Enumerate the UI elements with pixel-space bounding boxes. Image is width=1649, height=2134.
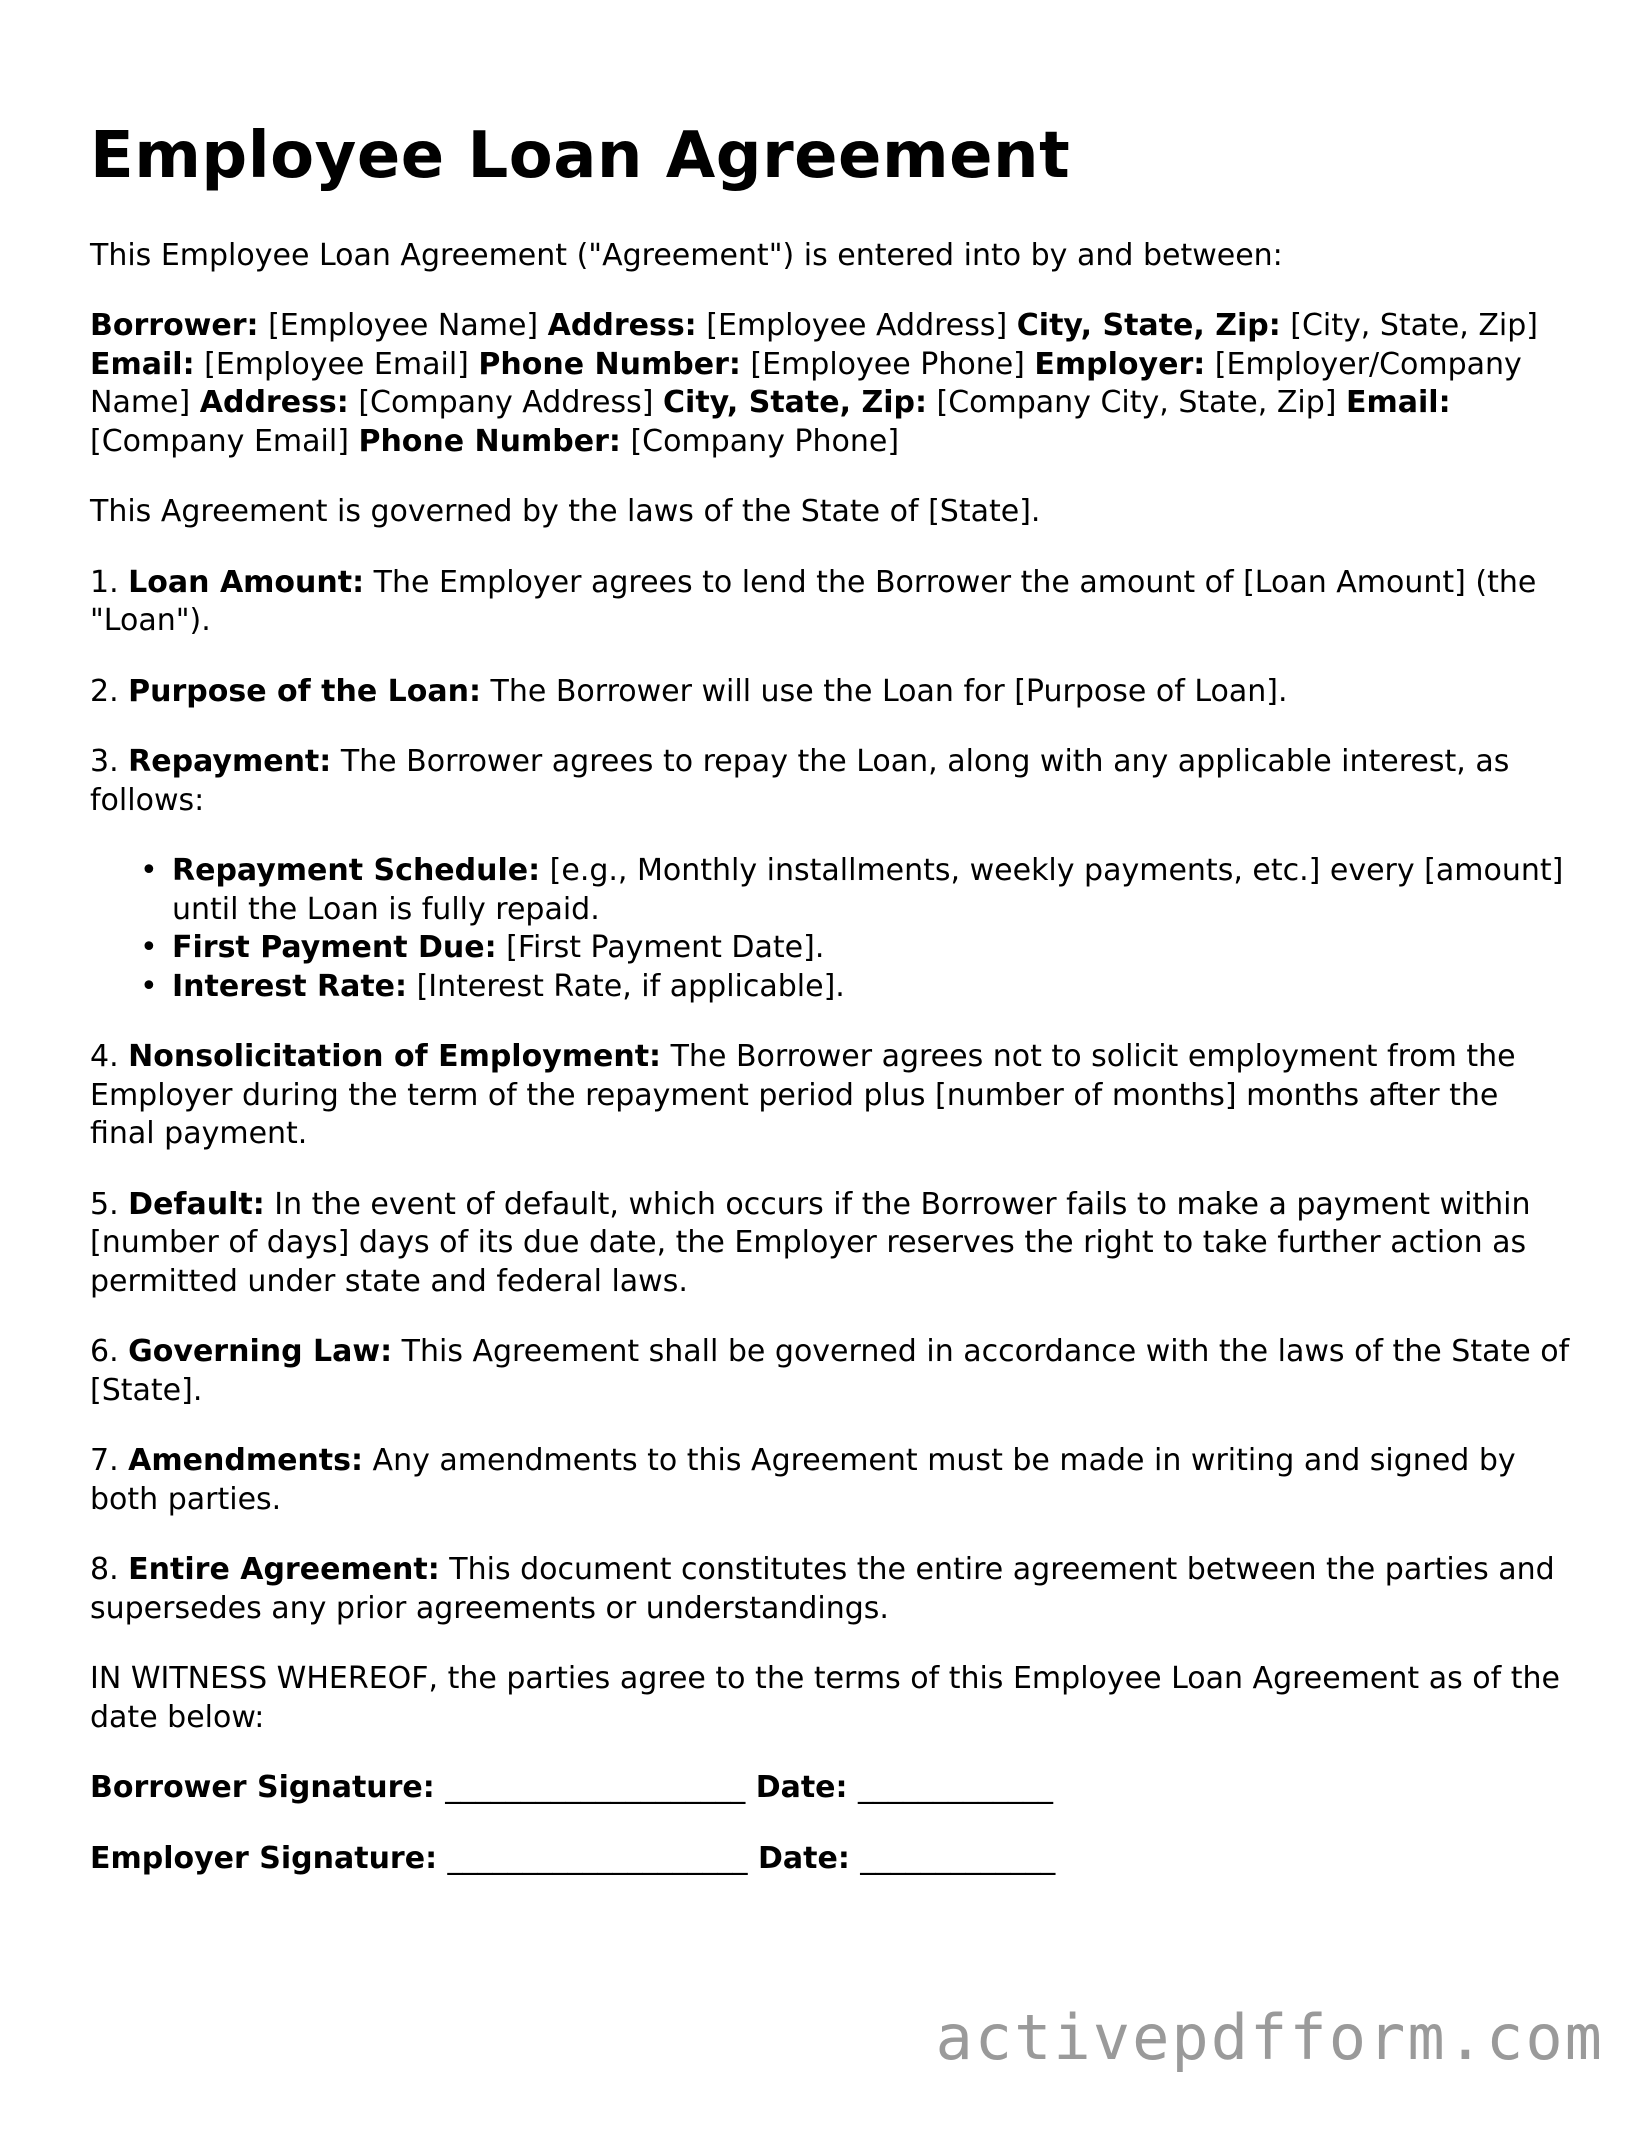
clause-8 <box>90 1551 1570 1628</box>
clause-number: 3. <box>90 744 119 780</box>
clause-label: Loan Amount: <box>128 564 365 600</box>
borrower-csz-value: [City, State, Zip] <box>1290 308 1538 344</box>
borrower-csz-label: City, State, Zip: <box>1016 308 1281 344</box>
witness-paragraph: IN WITNESS WHEREOF, the parties agree to the terms of this Employee Loan Agreement as of the date below: <box>90 1661 1560 1735</box>
date-label: Date: <box>757 1840 850 1876</box>
list-item-label: Repayment Schedule: <box>172 853 541 889</box>
list-item-label: Interest Rate: <box>172 968 408 1004</box>
clause-number: 8. <box>90 1552 119 1588</box>
borrower-phone-value: [Employee Phone] <box>750 346 1025 382</box>
borrower-email-label: Email: <box>90 346 195 382</box>
clause-label: Entire Agreement: <box>128 1552 440 1588</box>
borrower-email-value: [Employee Email] <box>204 346 469 382</box>
document-page <box>90 90 1570 1910</box>
list-item-label: First Payment Due: <box>172 930 497 966</box>
company-address-value: [Company Address] <box>358 385 654 421</box>
clause-number: 1. <box>90 564 119 600</box>
signature-label: Employer Signature: <box>90 1840 438 1876</box>
clause-number: 7. <box>90 1443 119 1479</box>
borrower-address-value: [Employee Address] <box>706 308 1008 344</box>
signature-field[interactable]: ____________________ <box>447 1840 748 1876</box>
document-title: Employee Loan Agreement <box>90 119 1071 193</box>
clause-text: The Borrower agrees not to solicit employment from the Employer during the term of the repayment period plus [number of months] months after the final payment. <box>90 1039 1516 1152</box>
employer-signature-line <box>90 1840 1570 1879</box>
clause-label: Nonsolicitation of Employment: <box>128 1039 662 1075</box>
company-csz-value: [Company City, State, Zip] <box>936 385 1337 421</box>
clause-text: The Employer agrees to lend the Borrower the amount of [Loan Amount] (the "Loan"). <box>90 564 1537 639</box>
signature-label: Borrower Signature: <box>90 1770 435 1806</box>
borrower-label: Borrower: <box>90 308 259 344</box>
employer-label: Employer: <box>1034 346 1206 382</box>
clause-label: Amendments: <box>128 1443 363 1479</box>
bullet-icon: • <box>140 853 158 889</box>
repayment-list <box>90 852 1570 1006</box>
clause-label: Governing Law: <box>128 1334 393 1370</box>
company-email-label: Email: <box>1346 385 1451 421</box>
clause-number: 6. <box>90 1334 119 1370</box>
clause-text: Any amendments to this Agreement must be made in writing and signed by both parties. <box>90 1443 1516 1517</box>
date-field[interactable]: _____________ <box>857 1770 1053 1806</box>
clause-text: The Borrower agrees to repay the Loan, along with any applicable interest, as follows: <box>90 744 1510 818</box>
list-item-text: [e.g., Monthly installments, weekly payments, etc.] every [amount] until the Loan is fully repaid. <box>172 853 1564 927</box>
clause-label: Repayment: <box>128 744 332 780</box>
company-phone-label: Phone Number: <box>358 423 621 459</box>
list-item-text: [Interest Rate, if applicable]. <box>416 968 845 1004</box>
list-item <box>140 929 1570 968</box>
borrower-address-label: Address: <box>547 308 697 344</box>
clause-text: In the event of default, which occurs if the Borrower fails to make a payment within [number of days] days of its due date, the Employer reserves the right to take further action as permitted under state and federal laws. <box>90 1186 1531 1299</box>
employer-value: [Employer/Company Name] <box>90 346 1522 421</box>
clause-text: This Agreement shall be governed in accordance with the laws of the State of [State]. <box>90 1334 1570 1408</box>
company-address-label: Address: <box>199 385 349 421</box>
borrower-value: [Employee Name] <box>268 308 539 344</box>
watermark: activepdfform.com <box>935 2001 1604 2074</box>
list-item <box>140 968 1570 1007</box>
clause-number: 5. <box>90 1186 119 1222</box>
parties-block <box>90 307 1570 461</box>
company-csz-label: City, State, Zip: <box>663 385 927 421</box>
clause-number: 4. <box>90 1039 119 1075</box>
clause-label: Purpose of the Loan: <box>128 673 481 709</box>
clause-text: The Borrower will use the Loan for [Purpose of Loan]. <box>490 673 1288 709</box>
intro-paragraph: This Employee Loan Agreement ("Agreement") is entered into by and between: <box>90 237 1283 273</box>
clause-2 <box>90 673 1570 712</box>
clause-7 <box>90 1442 1570 1519</box>
bullet-icon: • <box>140 968 158 1004</box>
company-phone-value: [Company Phone] <box>630 423 900 459</box>
clause-6 <box>90 1333 1570 1410</box>
list-item <box>140 852 1570 929</box>
bullet-icon: • <box>140 930 158 966</box>
clause-number: 2. <box>90 673 119 709</box>
date-field[interactable]: _____________ <box>860 1840 1056 1876</box>
clause-label: Default: <box>128 1186 265 1222</box>
clause-3 <box>90 743 1570 820</box>
list-item-text: [First Payment Date]. <box>506 930 825 966</box>
governed-paragraph: This Agreement is governed by the laws of the State of [State]. <box>90 494 1041 530</box>
clause-4 <box>90 1038 1570 1154</box>
company-email-value: [Company Email] <box>90 423 349 459</box>
date-label: Date: <box>755 1770 848 1806</box>
clause-text: This document constitutes the entire agreement between the parties and supersedes any prior agreements or understandings. <box>90 1552 1555 1626</box>
borrower-phone-label: Phone Number: <box>478 346 741 382</box>
clause-5 <box>90 1186 1570 1302</box>
borrower-signature-line <box>90 1769 1570 1808</box>
signature-field[interactable]: ____________________ <box>445 1770 746 1806</box>
clause-1 <box>90 564 1570 641</box>
